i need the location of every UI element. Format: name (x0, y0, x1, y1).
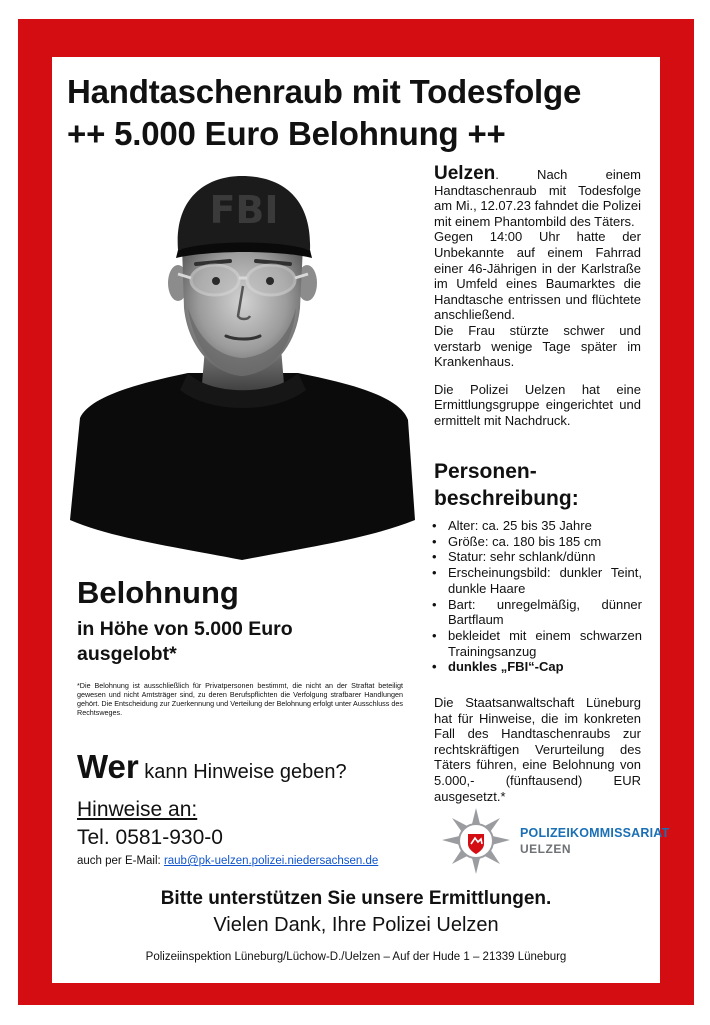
story-paragraph-2: Gegen 14:00 Uhr hatte der Unbekannte auf einem Fahrrad einer 46-Jährigen in der Karlstraße im Umfeld eines Baumarktes die Handtasche entrissen und flüchtete anschließend. (434, 229, 641, 323)
headline-line-1: Handtaschenraub mit Todesfolge (67, 73, 582, 110)
list-item: • bekleidet mit einem schwarzen Trainingsanzug (430, 628, 642, 659)
story-paragraph-3: Die Frau stürzte schwer und verstarb wenige Tage später im Krankenhaus. (434, 322, 641, 370)
contact-email-prefix: auch per E-Mail: (77, 855, 164, 867)
description-heading (434, 458, 579, 512)
description-heading-line-1: Personen- (434, 460, 537, 483)
contact-question-rest: kann Hinweise geben? (138, 761, 347, 783)
list-item: • Größe: ca. 180 bis 185 cm (430, 534, 642, 550)
prosecutor-reward-text: Die Staatsanwaltschaft Lüneburg hat für Hinweise, die im konkreten Fall des Handtaschenraubs zur rechtskräftigen Verurteilung des Täters führen, eine Belohnung von 5.000,- (fünftausend) EUR ausgesetzt.* (434, 695, 641, 804)
suspect-description-list (430, 518, 642, 675)
reward-fine-print: *Die Belohnung ist ausschließlich für Privatpersonen bestimmt, die nicht an der Straftat beteiligt gewesen und nicht Amtsträger sind, zu deren Berufspflichten die Verfolgung strafbarer Handlungen gehört. Die Entscheidung zur Zuerkennung und Verteilung der Belohnung erfolgt unter Ausschluss des Rechtsweges. (77, 681, 403, 717)
support-request: Bitte unterstützen Sie unsere Ermittlungen. (160, 888, 552, 909)
headline-line-2: ++ 5.000 Euro Belohnung ++ (67, 115, 506, 152)
reward-amount-line-1: in Höhe von 5.000 Euro (77, 618, 293, 640)
reward-title: Belohnung (77, 575, 239, 610)
contact-question-wer: Wer (77, 748, 139, 785)
list-item: • Erscheinungsbild: dunkler Teint, dunkle Haare (430, 565, 642, 596)
story-intro-text: . Nach einem Handtaschenraub mit Todesfolge am Mi., 12.07.23 fahndet die Polizei mit einem Phantombild des Täters. (434, 167, 641, 229)
story-paragraph-4: Die Polizei Uelzen hat eine Ermittlungsgruppe eingerichtet und ermittelt mit Nachdruck. (434, 381, 641, 428)
logo-line-2: UELZEN (520, 842, 571, 856)
police-address: Polizeiinspektion Lüneburg/Lüchow-D./Uelzen – Auf der Hude 1 – 21339 Lüneburg (145, 951, 567, 963)
headline (67, 71, 581, 155)
contact-phone: Tel. 0581-930-0 (77, 826, 223, 849)
story-intro (434, 163, 641, 229)
reward-amount (77, 617, 407, 667)
reward-amount-line-2: ausgelobt* (77, 643, 177, 665)
list-item: • Statur: sehr schlank/dünn (430, 549, 642, 565)
police-logo (440, 808, 670, 876)
contact-email-line (77, 854, 378, 868)
contact-email-link[interactable]: raub@pk-uelzen.polizei.niedersachsen.de (163, 855, 379, 867)
list-item: • Alter: ca. 25 bis 35 Jahre (430, 518, 642, 534)
cap-lettering: FBI (209, 188, 279, 232)
story-place: Uelzen (434, 163, 496, 184)
list-item: • dunkles „FBI“-Cap (430, 659, 642, 675)
description-heading-line-2: beschreibung: (434, 487, 579, 510)
logo-line-1: POLIZEIKOMMISSARIAT (520, 826, 670, 840)
story-text (434, 163, 641, 429)
police-star-icon (440, 808, 512, 876)
thanks-line: Vielen Dank, Ihre Polizei Uelzen (213, 914, 499, 936)
list-item: • Bart: unregelmäßig, dünner Bartflaum (430, 597, 642, 628)
suspect-phantom-image (70, 168, 415, 560)
contact-question (77, 748, 347, 786)
contact-heading: Hinweise an: (77, 798, 198, 821)
